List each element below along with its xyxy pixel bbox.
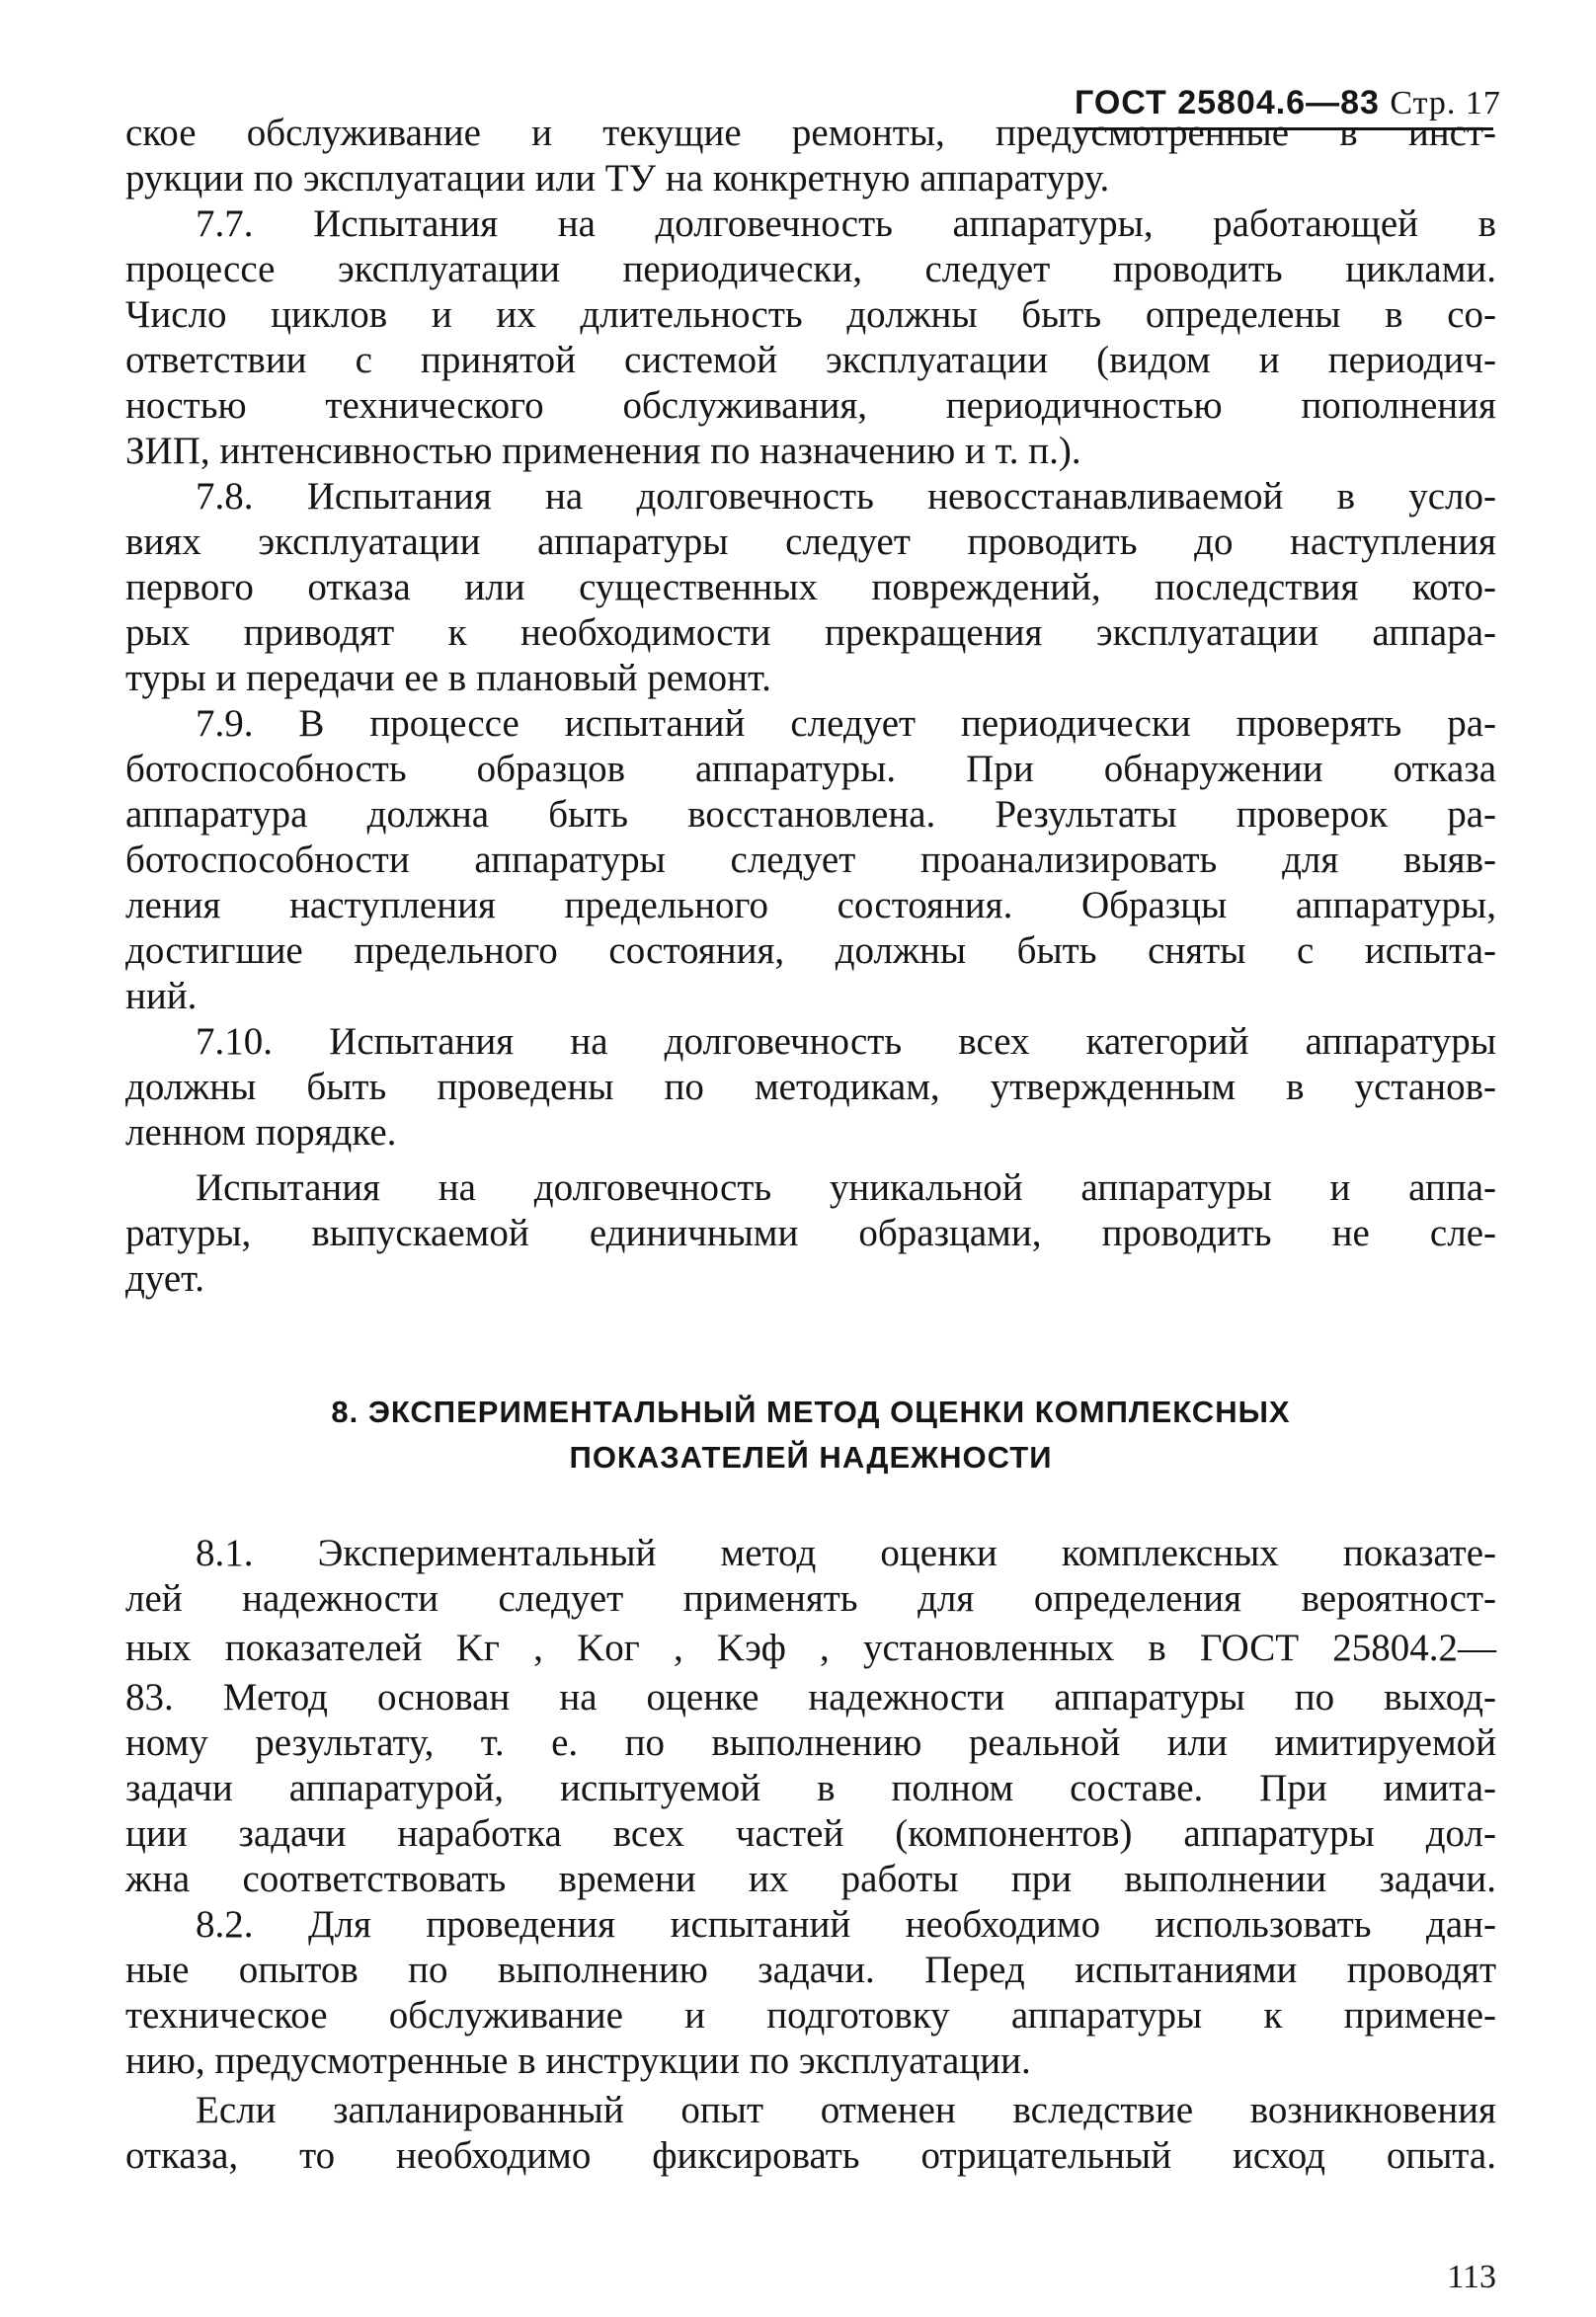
text-line: ское обслуживание и текущие ремонты, предусмотренные в инст- [125,112,1496,154]
text-line: ному результату, т. е. по выполнению реальной или имитируемой [125,1721,1496,1764]
text-line: 83. Метод основан на оценке надежности аппаратуры по выход- [125,1676,1496,1718]
text-line: Число циклов и их длительность должны быть определены в со- [125,293,1496,336]
section-heading-line-1: 8. ЭКСПЕРИМЕНТАЛЬНЫЙ МЕТОД ОЦЕНКИ КОМПЛЕКСНЫХ [331,1395,1291,1429]
text-line: ностью технического обслуживания, периодичностью пополнения [125,384,1496,427]
text-line: ления наступления предельного состояния. Образцы аппаратуры, [125,884,1496,926]
text-line: первого отказа или существенных повреждений, последствия кото- [125,566,1496,608]
text-line: 7.8. Испытания на долговечность невосстанавливаемой в усло- [196,475,1496,518]
text-line: ботоспособность образцов аппаратуры. При обнаружении отказа [125,748,1496,790]
text-line: ции задачи наработка всех частей (компонентов) аппаратуры дол- [125,1812,1496,1855]
text-line: ЗИП, интенсивностью применения по назначению и т. п.). [125,430,1081,472]
section-heading-line-2: ПОКАЗАТЕЛЕЙ НАДЕЖНОСТИ [569,1440,1053,1475]
text-line: ответствии с принятой системой эксплуатации (видом и периодич- [125,339,1496,381]
text-line: ратуры, выпускаемой единичными образцами, проводить не сле- [125,1212,1496,1254]
text-line: 7.10. Испытания на долговечность всех категорий аппаратуры [196,1020,1496,1063]
text-line: техническое обслуживание и подготовку аппаратуры к примене- [125,1994,1496,2037]
text-line: 8.2. Для проведения испытаний необходимо использовать дан- [196,1903,1496,1946]
text-line: должны быть проведены по методикам, утвержденным в установ- [125,1066,1496,1108]
text-line: 7.9. В процессе испытаний следует периодически проверять ра- [196,702,1496,745]
text-line: рукции по эксплуатации или ТУ на конкретную аппаратуру. [125,157,1110,200]
text-line: 8.1. Экспериментальный метод оценки комплексных показате- [196,1532,1496,1574]
page-number: 113 [1447,2259,1496,2295]
text-line: ные опытов по выполнению задачи. Перед испытаниями проводят [125,1949,1496,1991]
text-line: ных показателей Kг , Kог , Kэф , установленных в ГОСТ 25804.2— [125,1627,1496,1669]
text-line: задачи аппаратурой, испытуемой в полном составе. При имита- [125,1767,1496,1809]
text-line: жна соответствовать времени их работы при выполнении задачи. [125,1858,1496,1900]
text-line: аппаратура должна быть восстановлена. Результаты проверок ра- [125,793,1496,836]
text-line: нию, предусмотренные в инструкции по эксплуатации. [125,2039,1031,2082]
text-line: рых приводят к необходимости прекращения эксплуатации аппара- [125,611,1496,654]
standard-number: ГОСТ 25804.6—83 [1075,84,1380,121]
text-line: процессе эксплуатации периодически, следует проводить циклами. [125,248,1496,290]
text-line: дует. [125,1257,204,1300]
text-line: Испытания на долговечность уникальной аппаратуры и аппа- [196,1166,1496,1209]
text-line: виях эксплуатации аппаратуры следует проводить до наступления [125,520,1496,563]
text-line: 7.7. Испытания на долговечность аппаратуры, работающей в [196,202,1496,245]
text-line: Если запланированный опыт отменен вследствие возникновения [196,2089,1496,2131]
page-reference: Стр. 17 [1390,85,1501,121]
text-line: ботоспособности аппаратуры следует проанализировать для выяв- [125,839,1496,881]
text-line: ленном порядке. [125,1111,397,1154]
text-line: отказа, то необходимо фиксировать отрицательный исход опыта. [125,2134,1496,2177]
text-line: достигшие предельного состояния, должны быть сняты с испыта- [125,929,1496,972]
text-line: лей надежности следует применять для определения вероятност- [125,1577,1496,1620]
text-line: туры и передачи ее в плановый ремонт. [125,657,771,699]
text-line: ний. [125,975,198,1017]
